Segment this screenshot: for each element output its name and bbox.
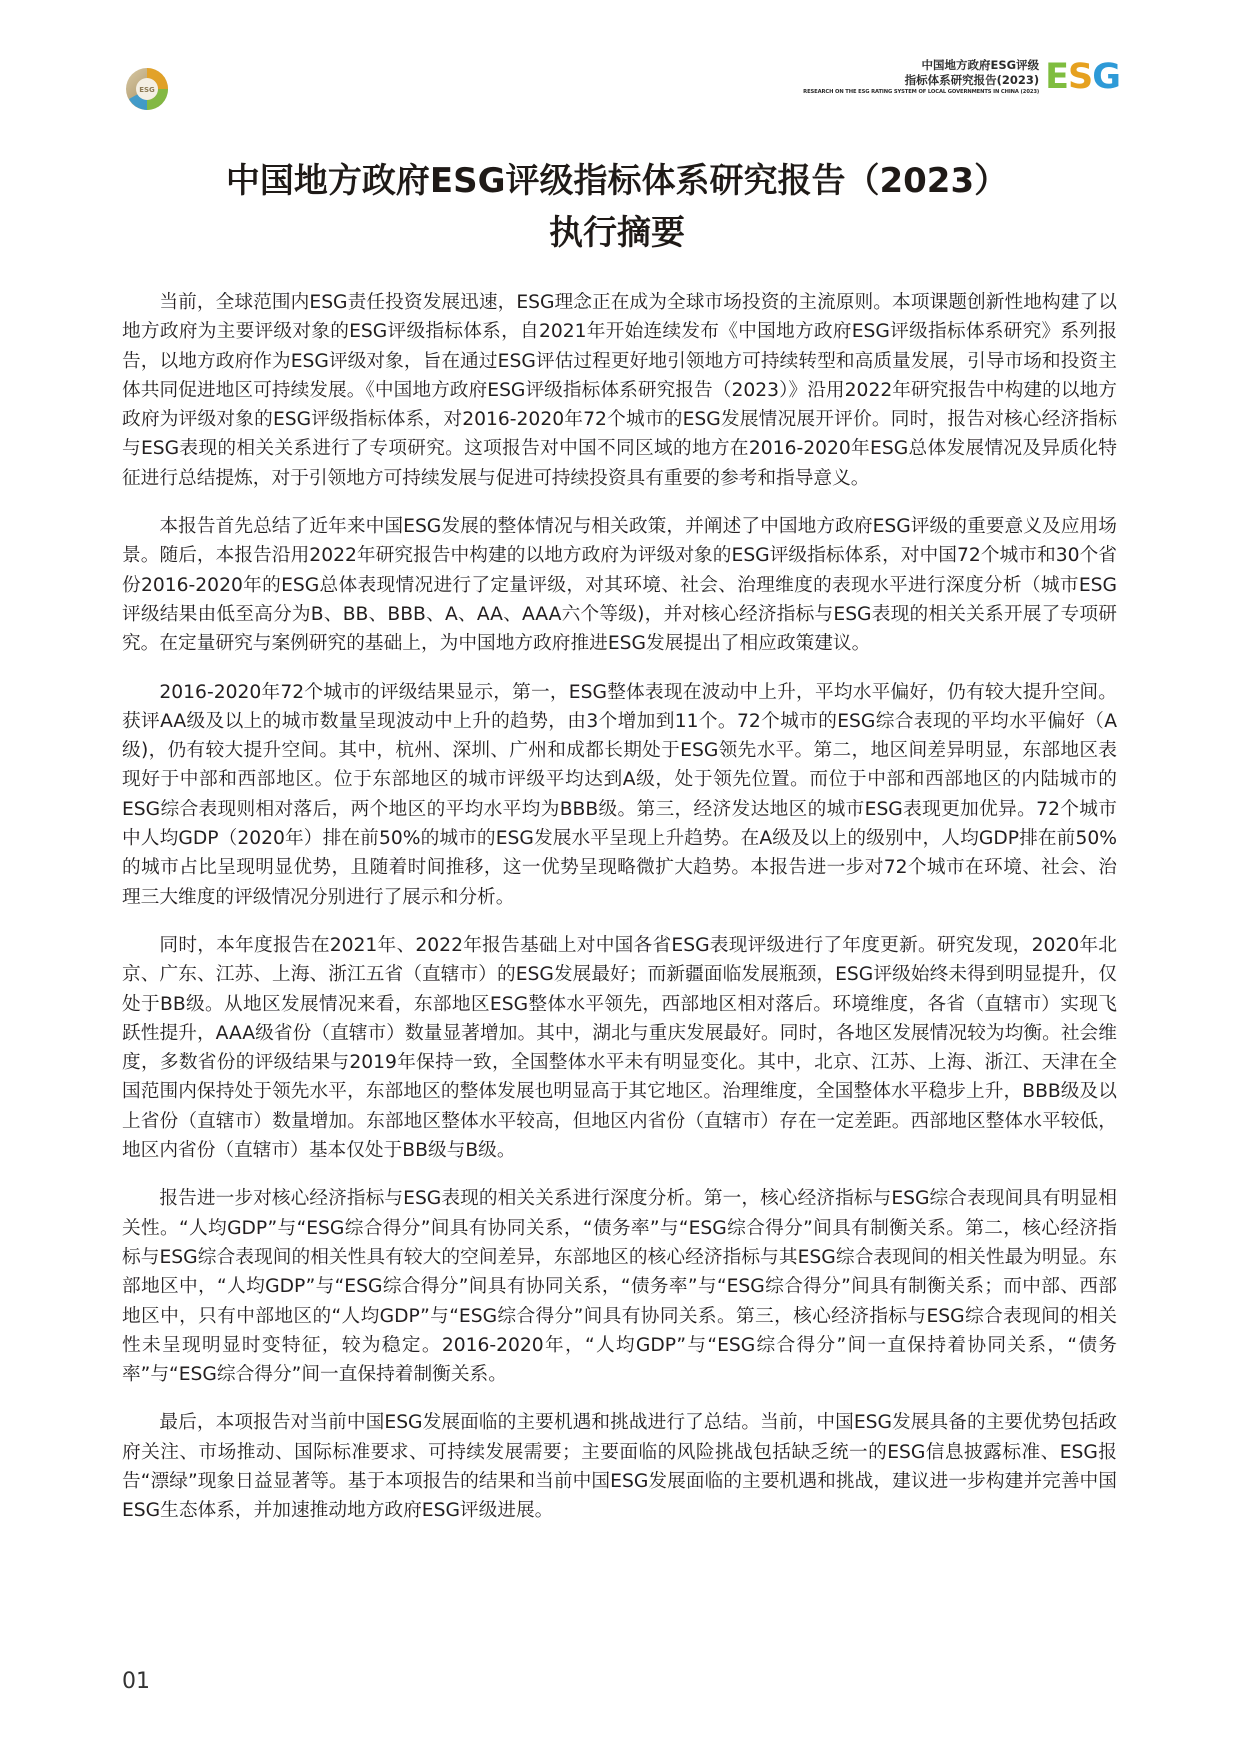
- paragraph-3: 2016-2020年72个城市的评级结果显示，第一，ESG整体表现在波动中上升，平均水平偏好，仍有较大提升空间。获评AA级及以上的城市数量呈现波动中上升的趋势，由3个增加到11个。72个城市的ESG综合表现的平均水平偏好（A级)，仍有较大提升空间。其中，杭州、深圳、广州和成都长期处于ESG领先水平。第二，地区间差异明显，东部地区表现好于中部和西部地区。位于东部地区的城市评级平均达到A级，处于领先位置。而位于中部和西部地区的内陆城市的ESG综合表现则相对落后，两个地区的平均水平均为BBB级。第三，经济发达地区的城市ESG表现更加优异。72个城市中人均GDP（2020年）排在前50%的城市的ESG发展水平呈现上升趋势。在A级及以上的级别中，人均GDP排在前50%的城市占比呈现明显优势，且随着时间推移，这一优势呈现略微扩大趋势。本报告进一步对72个城市在环境、社会、治理三大维度的评级情况分别进行了展示和分析。: [122, 681, 1117, 908]
- esg-circle-logo-icon: [124, 66, 170, 112]
- page-number: 01: [122, 1669, 150, 1694]
- esg-mark-e: E: [1045, 57, 1069, 97]
- esg-mark-g: G: [1092, 57, 1120, 97]
- esg-circle-logo-graphic: [124, 66, 170, 112]
- header-cn-line-1: 中国地方政府ESG评级: [921, 58, 1040, 72]
- svg-text:ESG: ESG: [139, 86, 155, 94]
- document-title: 中国地方政府ESG评级指标体系研究报告（2023）: [225, 161, 1009, 201]
- report-series-header: [803, 58, 1120, 110]
- paragraph-2: 本报告首先总结了近年来中国ESG发展的整体情况与相关政策，并阐述了中国地方政府ESG评级的重要意义及应用场景。随后，本报告沿用2022年研究报告中构建的以地方政府为评级对象的ESG评级指标体系，对中国72个城市和30个省份2016-2020年的ESG总体表现情况进行了定量评级，对其环境、社会、治理维度的表现水平进行深度分析（城市ESG评级结果由低至高分为B、BB、BBB、A、AA、AAA六个等级)，并对核心经济指标与ESG表现的相关关系开展了专项研究。在定量研究与案例研究的基础上，为中国地方政府推进ESG发展提出了相应政策建议。: [122, 516, 1117, 655]
- esg-wordmark: [1045, 58, 1120, 96]
- header-text-block: [803, 58, 1039, 97]
- executive-summary-body: [122, 288, 1117, 1545]
- paragraph-1: 当前，全球范围内ESG责任投资发展迅速，ESG理念正在成为全球市场投资的主流原则。本项课题创新性地构建了以地方政府为主要评级对象的ESG评级指标体系，自2021年开始连续发布《中国地方政府ESG评级指标体系研究》系列报告，以地方政府作为ESG评级对象，旨在通过ESG评估过程更好地引领地方可持续转型和高质量发展，引导市场和投资主体共同促进地区可持续发展。《中国地方政府ESG评级指标体系研究报告（2023）》沿用2022年研究报告中构建的以地方政府为评级对象的ESG评级指标体系，对2016-2020年72个城市的ESG发展情况展开评价。同时，报告对核心经济指标与ESG表现的相关关系进行了专项研究。这项报告对中国不同区域的地方在2016-2020年ESG总体发展情况及异质化特征进行总结提炼，对于引领地方可持续发展与促进可持续投资具有重要的参考和指导意义。: [122, 292, 1117, 489]
- paragraph-6: 最后，本项报告对当前中国ESG发展面临的主要机遇和挑战进行了总结。当前，中国ESG发展具备的主要优势包括政府关注、市场推动、国际标准要求、可持续发展需要；主要面临的风险挑战包括缺乏统一的ESG信息披露标准、ESG报告“漂绿”现象日益显著等。基于本项报告的结果和当前中国ESG发展面临的主要机遇和挑战，建议进一步构建并完善中国ESG生态体系，并加速推动地方政府ESG评级进展。: [122, 1412, 1117, 1522]
- header-cn-line-2: 指标体系研究报告(2023): [904, 73, 1040, 87]
- paragraph-4: 同时，本年度报告在2021年、2022年报告基础上对中国各省ESG表现评级进行了年度更新。研究发现，2020年北京、广东、江苏、上海、浙江五省（直辖市）的ESG发展最好；而新疆面临发展瓶颈，ESG评级始终未得到明显提升，仅处于BB级。从地区发展情况来看，东部地区ESG整体水平领先，西部地区相对落后。环境维度，各省（直辖市）实现飞跃性提升，AAA级省份（直辖市）数量显著增加。其中，湖北与重庆发展最好。同时，各地区发展情况较为均衡。社会维度，多数省份的评级结果与2019年保持一致，全国整体水平未有明显变化。其中，北京、江苏、上海、浙江、天津在全国范围内保持处于领先水平，东部地区的整体发展也明显高于其它地区。治理维度，全国整体水平稳步上升，BBB级及以上省份（直辖市）数量增加。东部地区整体水平较高，但地区内省份（直辖市）存在一定差距。西部地区整体水平较低，地区内省份（直辖市）基本仅处于BB级与B级。: [122, 934, 1117, 1162]
- header-en-line: RESEARCH ON THE ESG RATING SYSTEM OF LOCAL GOVERNMENTS IN CHINA (2023): [803, 89, 1040, 95]
- paragraph-5: 报告进一步对核心经济指标与ESG表现的相关关系进行深度分析。第一，核心经济指标与ESG综合表现间具有明显相关性。“人均GDP”与“ESG综合得分”间具有协同关系，“债务率”与“ESG综合得分”间具有制衡关系。第二，核心经济指标与ESG综合表现间的相关性具有较大的空间差异，东部地区的核心经济指标与其ESG综合表现间的相关性最为明显。东部地区中，“人均GDP”与“ESG综合得分”间具有协同关系，“债务率”与“ESG综合得分”间具有制衡关系；而中部、西部地区中，只有中部地区的“人均GDP”与“ESG综合得分”间具有协同关系。第三，核心经济指标与ESG综合表现间的相关性未呈现明显时变特征，较为稳定。2016-2020年，“人均GDP”与“ESG综合得分”间一直保持着协同关系，“债务率”与“ESG综合得分”间一直保持着制衡关系。: [122, 1188, 1117, 1386]
- esg-mark-s: S: [1068, 57, 1093, 97]
- document-subtitle: 执行摘要: [549, 213, 685, 253]
